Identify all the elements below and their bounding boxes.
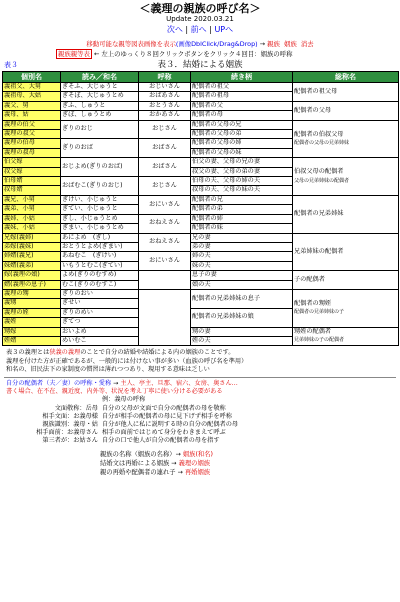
group-sub: 配偶者の父母の兄弟姉妹 xyxy=(294,139,350,146)
cell-call: おじさん xyxy=(139,120,191,139)
cell-reading: ぎせい xyxy=(61,299,139,308)
cell-name: 義理の叔母 xyxy=(3,148,61,157)
note-highlight: 狭義の義理 xyxy=(49,349,81,357)
table-row xyxy=(3,120,399,129)
cell-reading: めいむこ xyxy=(61,336,139,345)
cell-reading: ぎてつ xyxy=(61,318,139,327)
related-line xyxy=(100,450,400,459)
cell-call: おかあさん xyxy=(139,111,191,120)
table-row xyxy=(3,101,399,110)
related-link[interactable]: 義理の姻族 xyxy=(178,459,211,467)
cell-reading: おいよめ xyxy=(61,327,139,336)
cell-relation: 叔父の妻、父母の弟の妻 xyxy=(191,167,293,176)
related-link[interactable]: 姻族(和名) xyxy=(182,450,213,458)
cell-name: 姪婿 xyxy=(3,336,61,345)
cell-relation: 息子の妻 xyxy=(191,271,293,280)
cell-group xyxy=(293,289,399,327)
cell-relation: 配偶者の兄弟姉妹の息子 xyxy=(191,289,293,308)
update-date: Update 2020.03.21 xyxy=(166,15,234,23)
cell-relation: 配偶者の父母の弟 xyxy=(191,130,293,139)
cell-name: 甥嫁 xyxy=(3,327,61,336)
cell-relation: 配偶者の兄 xyxy=(191,195,293,204)
cell-call: おとうさん xyxy=(139,101,191,110)
cell-relation: 伯母の夫、父母の姉の夫 xyxy=(191,177,293,186)
cell-relation: 配偶者の父母の兄 xyxy=(191,120,293,129)
usage-note: 書く場合、在不在、親近度、内外等、状況を考え丁寧に使い分ける必要がある xyxy=(6,388,223,396)
cell-relation: 配偶者の祖父 xyxy=(191,83,293,92)
group-sub: 兄弟姉妹の子の配偶者 xyxy=(294,337,345,344)
cell-call: おばさん xyxy=(139,139,191,158)
cell-name: 伯母婿 xyxy=(3,177,61,186)
cell-name: 義母、姑 xyxy=(3,111,61,120)
cell-relation: 弟の妻 xyxy=(191,242,293,251)
cell-relation: 伯父の妻、父母の兄の妻 xyxy=(191,158,293,167)
in-law-table xyxy=(2,71,399,346)
related-text: 親族の名称（姻族の名称）→ xyxy=(100,450,181,458)
option-inzoku[interactable]: 姻族 xyxy=(283,40,297,48)
table-row xyxy=(3,289,399,298)
cell-name: 嫁(義理の娘) xyxy=(3,271,61,280)
nav-prev-link[interactable]: 前へ xyxy=(190,25,207,34)
cell-name: 義兄、小舅 xyxy=(3,195,61,204)
cell-call xyxy=(139,271,191,290)
note-line xyxy=(6,349,394,357)
def-desc: 自分の父母が文面で自分の配偶者の母を敬称 xyxy=(102,404,226,412)
intro-line xyxy=(6,380,394,388)
cell-reading: ぎそぼ、大じゅうとめ xyxy=(61,92,139,101)
cell-name: 義理の叔父 xyxy=(3,130,61,139)
def-desc: 相手の面前ではじめて身分をわきまえて呼ぶ xyxy=(102,429,226,437)
cell-name: 伯父嫁 xyxy=(3,158,61,167)
def-row xyxy=(6,421,394,429)
cell-reading: おとうとよめ(ぎまい) xyxy=(61,242,139,251)
cell-relation: 兄の妻 xyxy=(191,233,293,242)
group-title: 配偶者の甥姪 xyxy=(294,299,332,307)
cell-name: 義祖父、大舅 xyxy=(3,83,61,92)
note-line: 義理を付けた方が正確であるが、一般的には付けない事が多い（血族の呼び名を準用） xyxy=(6,357,248,365)
cell-relation: 配偶者の兄弟姉妹の娘 xyxy=(191,308,293,327)
cell-relation: 配偶者の弟 xyxy=(191,205,293,214)
cell-group xyxy=(293,158,399,196)
cell-relation: 配偶者の祖母 xyxy=(191,92,293,101)
cell-name: 妹婿(義弟) xyxy=(3,261,61,270)
cell-relation: 姉の夫 xyxy=(191,252,293,261)
cell-name: 婿(義理の息子) xyxy=(3,280,61,289)
image-toggle-text[interactable]: 移動可能な親等図表画像を表示 xyxy=(86,40,176,48)
cell-reading: おばむこ(ぎりのおじ) xyxy=(61,177,139,196)
page-title: ＜義理の親族の呼び名＞ xyxy=(139,2,261,15)
cell-relation: 配偶者の父母の姉 xyxy=(191,139,293,148)
col-header: 個別名 xyxy=(3,72,61,83)
cell-reading: ぎし、小じゅうとめ xyxy=(61,214,139,223)
cell-reading: ぎそふ、大じゅうと xyxy=(61,83,139,92)
cell-reading: いもうとむこ(ぎてい) xyxy=(61,261,139,270)
def-row xyxy=(6,437,394,445)
cell-relation: 姪の夫 xyxy=(191,336,293,345)
cell-relation: 配偶者の姉 xyxy=(191,214,293,223)
cell-name: 義妹、小姑 xyxy=(3,224,61,233)
cell-name: 義姉、小姑 xyxy=(3,214,61,223)
arrow-icon: → xyxy=(259,40,266,48)
table-row xyxy=(3,83,399,92)
cell-relation: 娘の夫 xyxy=(191,280,293,289)
cell-reading: ぎりのおい xyxy=(61,289,139,298)
def-term: 文面敬称：岳母 xyxy=(54,404,98,412)
cell-reading: ぎけい、小じゅうと xyxy=(61,195,139,204)
cell-call: おばさん xyxy=(139,158,191,177)
cell-name: 兄嫁(義姉) xyxy=(3,233,61,242)
related-line xyxy=(100,459,400,468)
cell-relation: 配偶者の父 xyxy=(191,101,293,110)
table-row xyxy=(3,233,399,242)
nav-up-link[interactable]: UPへ xyxy=(214,25,234,34)
def-term: 相手面前：お義母さん xyxy=(36,429,98,437)
table-row xyxy=(3,158,399,167)
cell-group xyxy=(293,327,399,346)
table-header-row xyxy=(3,72,399,83)
cell-relation: 甥の妻 xyxy=(191,327,293,336)
note-text: 姻族のことです。 xyxy=(185,349,235,357)
table-row xyxy=(3,271,399,280)
cell-group: 子の配偶者 xyxy=(293,271,399,290)
cell-name: 義理の姪 xyxy=(3,308,61,317)
cell-reading: ぎてい、小じゅうと xyxy=(61,205,139,214)
cell-reading: ぎりのおじ xyxy=(61,120,139,139)
cell-call: おじいさん xyxy=(139,83,191,92)
cell-call: おじさん xyxy=(139,177,191,196)
cell-name: 義理の伯父 xyxy=(3,120,61,129)
cell-call: おねえさん xyxy=(139,214,191,233)
related-link[interactable]: 再婚姻族 xyxy=(184,468,211,476)
cell-group: 配偶者の父母 xyxy=(293,101,399,120)
nav-links xyxy=(0,24,400,35)
image-toggle-line xyxy=(0,39,400,49)
table-caption-row xyxy=(0,59,400,71)
cell-reading: あによめ (ぎし) xyxy=(61,233,139,242)
cell-group: 配偶者の祖父母 xyxy=(293,83,399,102)
def-term: 第三者が：お姑さん xyxy=(42,437,98,445)
nav-separator: | xyxy=(185,25,189,34)
header xyxy=(0,2,400,35)
def-desc: 自分が他人に私に説明する時の自分の配偶者の母 xyxy=(102,421,239,428)
related-line xyxy=(100,468,400,477)
def-term xyxy=(6,396,102,404)
cell-name: 義理の伯母 xyxy=(3,139,61,148)
kin-table-hint: ← 左上のゆっくり８回クリックボタンをクリック４回目：姻族の呼称 xyxy=(94,50,293,58)
cell-call: おにいさん xyxy=(139,195,191,214)
cell-reading: あねむこ (ぎけい) xyxy=(61,252,139,261)
cell-group: 配偶者の兄弟姉妹 xyxy=(293,195,399,233)
option-clear[interactable]: 消去 xyxy=(300,40,314,48)
def-row xyxy=(6,413,394,421)
def-term: 相手文面：お義母様 xyxy=(42,412,98,420)
cell-name: 義弟、小舅 xyxy=(3,205,61,214)
nav-separator: | xyxy=(209,25,212,34)
def-desc: 自分の口で他人が自分の配偶者の母を指す xyxy=(102,437,220,445)
cell-relation: 配偶者の母 xyxy=(191,111,293,120)
cell-call: おにいさん xyxy=(139,252,191,271)
cell-call: おばあさん xyxy=(139,92,191,101)
image-toggle-hint: (画像DblClick/Drag&Drop) xyxy=(175,40,258,48)
notes xyxy=(0,346,400,374)
option-shinzoku[interactable]: 親族 xyxy=(267,40,280,48)
col-header: 総称名 xyxy=(293,72,399,83)
cell-relation: 叔母の夫、父母の妹の夫 xyxy=(191,186,293,195)
cell-name: 義父、舅 xyxy=(3,101,61,110)
cell-reading: ぎまい、小じゅうとめ xyxy=(61,224,139,233)
cell-reading: むこ(ぎりのむすこ) xyxy=(61,280,139,289)
related-text: 親の再婚や配偶者の連れ子 → xyxy=(100,468,183,476)
cell-reading: よめ(ぎりのむすめ) xyxy=(61,271,139,280)
cell-name: 叔父嫁 xyxy=(3,167,61,176)
cell-call: おねえさん xyxy=(139,233,191,252)
cell-name: 弟嫁(義妹) xyxy=(3,242,61,251)
intro-examples: 主人、亭主、旦那、宿六、女房、奥さん… xyxy=(120,379,238,387)
table-row xyxy=(3,195,399,204)
cell-relation: 配偶者の妹 xyxy=(191,224,293,233)
arrow-icon: → xyxy=(113,379,119,387)
note-text: 表３の義理とは xyxy=(6,349,50,357)
cell-relation: 妹の夫 xyxy=(191,261,293,270)
col-header: 呼称 xyxy=(139,72,191,83)
kin-table-button[interactable]: 親族親等表 xyxy=(58,50,90,58)
related-links xyxy=(0,446,400,477)
group-title: 甥姪の配偶者 xyxy=(294,328,332,336)
cell-reading: ぎりのおば xyxy=(61,139,139,158)
cell-call xyxy=(139,289,191,345)
cell-name: 義姪 xyxy=(3,318,61,327)
def-row xyxy=(6,405,394,413)
address-terms xyxy=(0,378,400,446)
table-row xyxy=(3,327,399,336)
kin-table-line xyxy=(0,49,400,59)
group-sub: 父母の兄弟姉妹の配偶者 xyxy=(294,177,350,184)
cell-group: 兄弟姉妹の配偶者 xyxy=(293,233,399,271)
def-term: 親族識別：義母・姑 xyxy=(42,421,98,428)
cell-reading: ぎりのめい xyxy=(61,308,139,317)
cell-name: 義理の甥 xyxy=(3,289,61,298)
def-desc: 例：義母の呼称 xyxy=(102,396,146,404)
def-row xyxy=(6,396,394,404)
def-desc: 自分が相手の配偶者の母に見下げず相手を呼称 xyxy=(102,412,232,420)
table-label: 表３ xyxy=(4,61,18,69)
table-caption: 表３．結婚による姻族 xyxy=(157,60,243,70)
cell-reading: ぎぼ、しゅうとめ xyxy=(61,111,139,120)
col-header: 続き柄 xyxy=(191,72,293,83)
note-text: のことで自分の結婚や結婚による内の xyxy=(80,349,186,357)
cell-reading: ぎふ、しゅうと xyxy=(61,101,139,110)
cell-group xyxy=(293,120,399,158)
group-title: 伯叔父母の配偶者 xyxy=(294,168,344,176)
note-line: 和名の、旧民法下の家制度の慣習は薄れつつあり、現用する意味は乏しい xyxy=(6,365,210,373)
cell-name: 姉婿(義兄) xyxy=(3,252,61,261)
cell-name: 義甥 xyxy=(3,299,61,308)
intro-text: 自分の配偶者（夫／妻）の呼称・愛称 xyxy=(6,379,112,387)
group-title: 配偶者の伯叔父母 xyxy=(294,130,344,138)
cell-name: 叔母婿 xyxy=(3,186,61,195)
cell-relation: 配偶者の父母の妹 xyxy=(191,148,293,157)
cell-reading: おじよめ(ぎりのおば) xyxy=(61,158,139,177)
nav-next-link[interactable]: 次へ xyxy=(166,25,183,34)
cell-name: 義祖母、大姑 xyxy=(3,92,61,101)
related-text: 結婚文は再婚による姻族 → xyxy=(100,459,177,467)
group-sub: 配偶者の兄弟姉妹の子 xyxy=(294,309,345,316)
col-header: 読み／和名 xyxy=(61,72,139,83)
